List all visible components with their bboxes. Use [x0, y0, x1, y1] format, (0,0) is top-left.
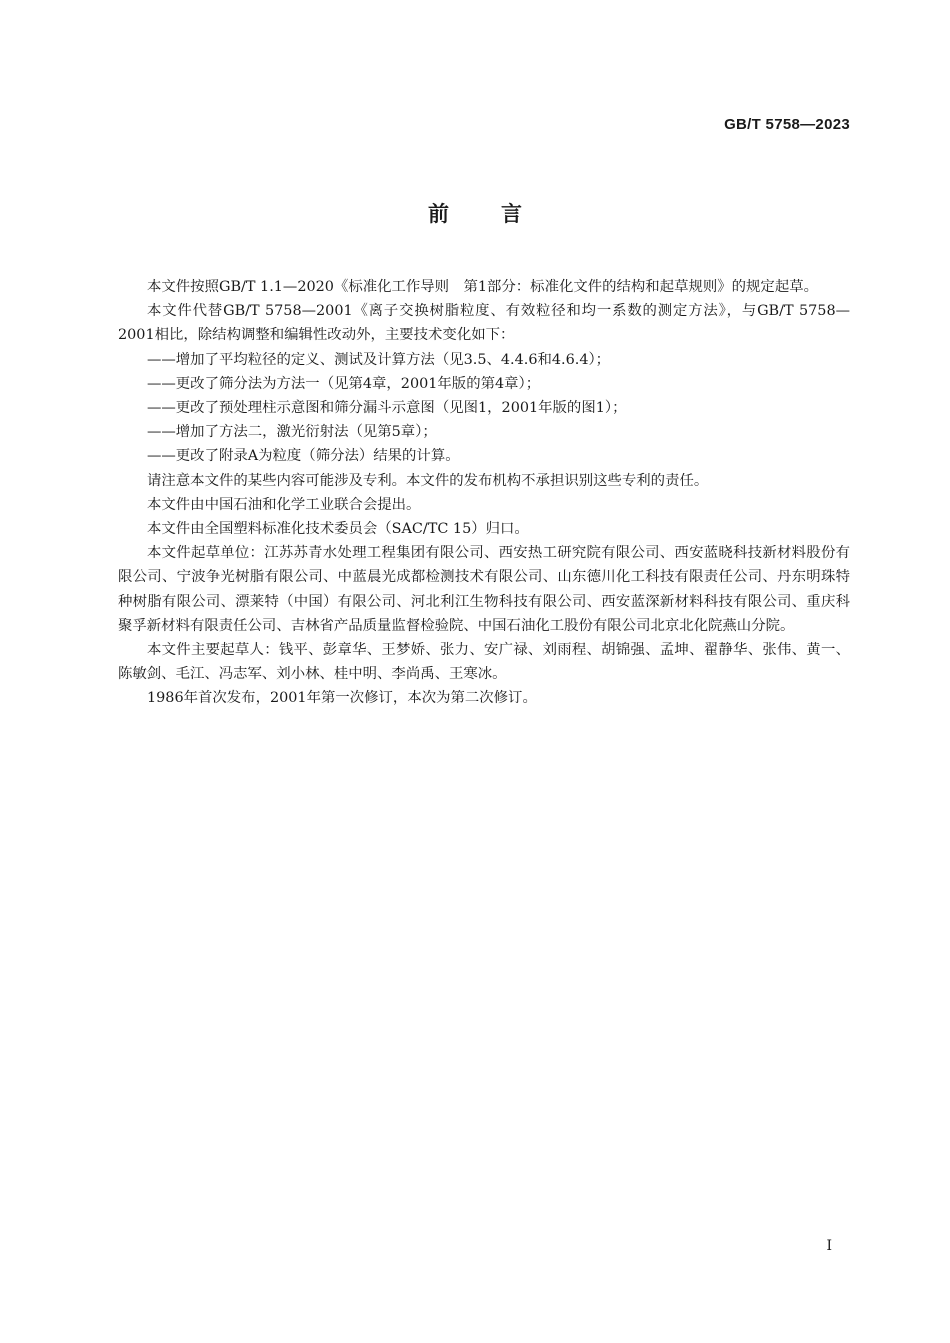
drafting-organizations: 本文件起草单位：江苏苏青水处理工程集团有限公司、西安热工研究院有限公司、西安蓝晓科技新材料股份有限公司、宁波争光树脂有限公司、中蓝晨光成都检测技术有限公司、山东德川化工科技有限责任公司、丹东明珠特种树脂有限公司、漂莱特（中国）有限公司、河北利江生物科技有限公司、西安蓝深新材料科技有限公司、重庆科聚孚新材料有限责任公司、吉林省产品质量监督检验院、中国石油化工股份有限公司北京北化院燕山分院。: [118, 545, 850, 634]
intro-paragraph-replacement: 本文件代替GB/T 5758—2001《离子交换树脂粒度、有效粒径和均一系数的测定方法》，与GB/T 5758—2001相比，除结构调整和编辑性改动外，主要技术变化如下：: [118, 303, 850, 344]
page-title: 前言: [428, 202, 574, 226]
foreword-body: [118, 275, 850, 711]
intro-paragraph-drafting-rules: 本文件按照GB/T 1.1—2020《标准化工作导则 第1部分：标准化文件的结构和起草规则》的规定起草。: [147, 279, 818, 295]
change-item: ——更改了筛分法为方法一（见第4章，2001年版的第4章）；: [147, 375, 541, 392]
change-item: ——增加了方法二，激光衍射法（见第5章）；: [147, 424, 437, 441]
standard-number: GB/T 5758—2023: [724, 116, 850, 133]
change-item: ——更改了预处理柱示意图和筛分漏斗示意图（见图1，2001年版的图1）；: [147, 400, 627, 417]
patent-notice: 请注意本文件的某些内容可能涉及专利。本文件的发布机构不承担识别这些专利的责任。: [147, 472, 709, 489]
main-drafters: 本文件主要起草人：钱平、彭章华、王梦娇、张力、安广禄、刘雨程、胡锦强、孟坤、翟静华、张伟、黄一、陈敏剑、毛江、冯志军、刘小林、桂中明、李尚禹、王寒冰。: [118, 642, 850, 683]
proposed-by: 本文件由中国石油和化学工业联合会提出。: [147, 496, 421, 513]
change-item: ——更改了附录A为粒度（筛分法）结果的计算。: [147, 448, 460, 465]
administered-by: 本文件由全国塑料标准化技术委员会（SAC/TC 15）归口。: [147, 521, 529, 538]
change-item: ——增加了平均粒径的定义、测试及计算方法（见3.5、4.4.6和4.6.4）；: [147, 351, 611, 368]
page-number: I: [826, 1238, 832, 1254]
publication-history: 1986年首次发布，2001年第一次修订，本次为第二次修订。: [147, 690, 537, 707]
